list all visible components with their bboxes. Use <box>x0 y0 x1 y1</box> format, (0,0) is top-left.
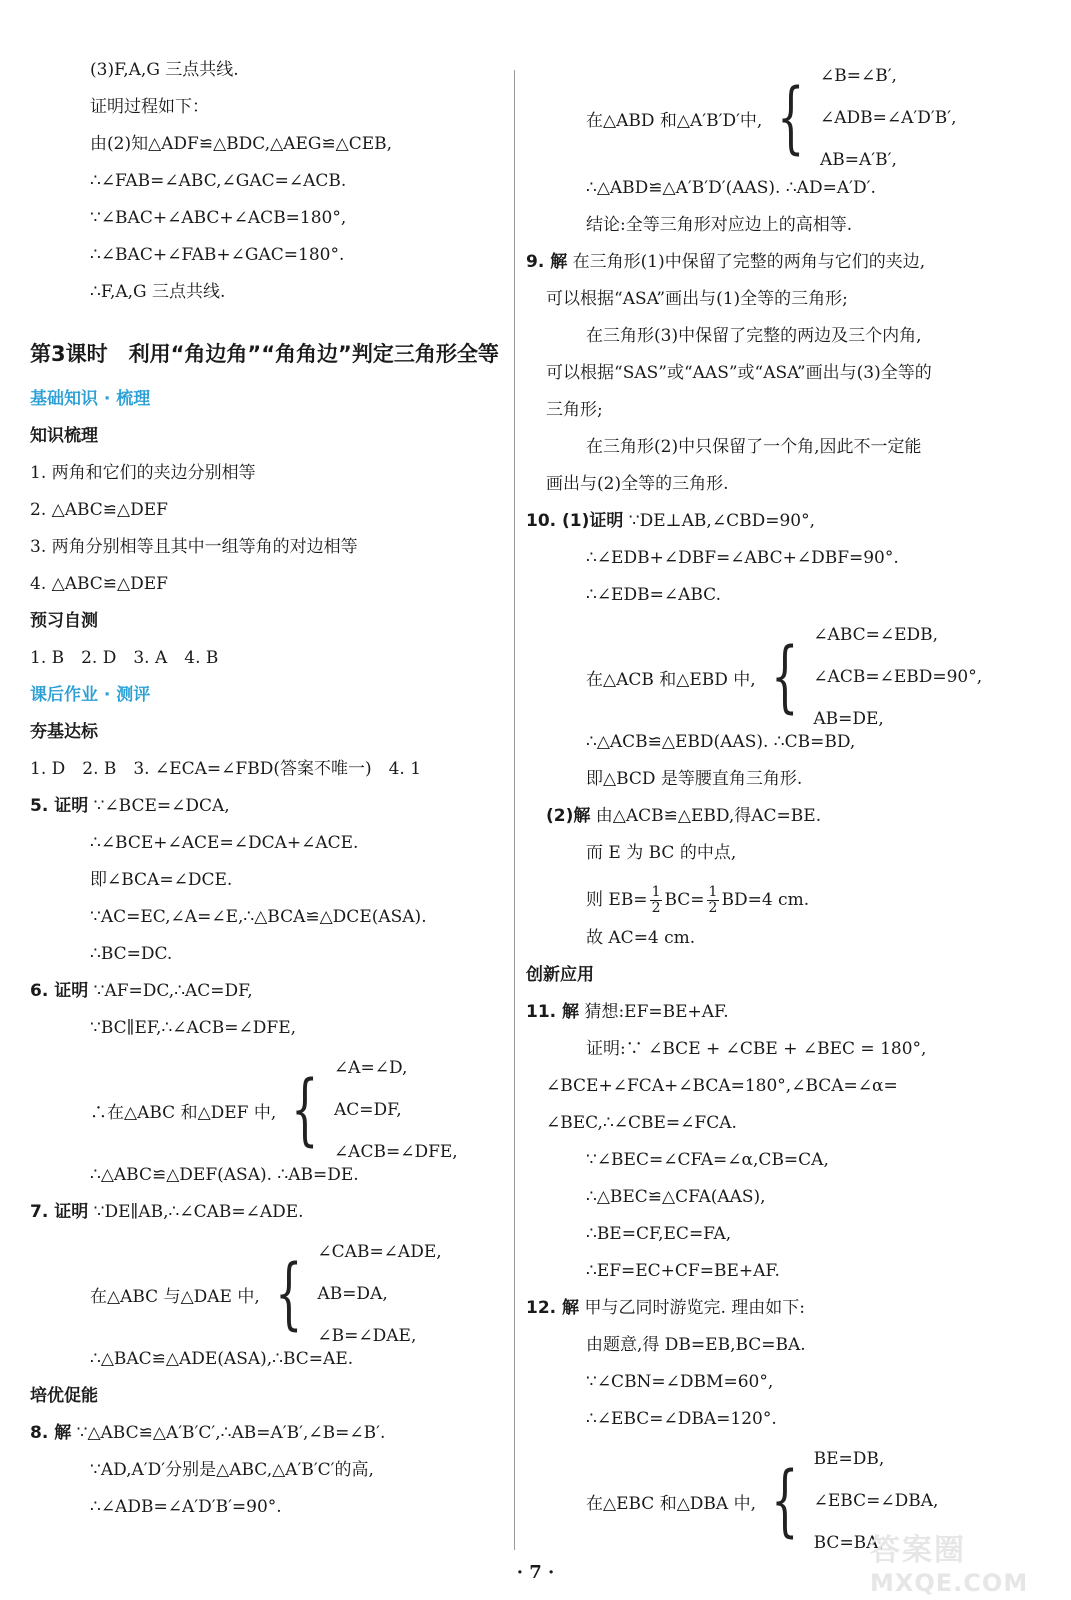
text: ∵∠BCE=∠DCA, <box>88 796 230 816</box>
text: ∵△ABC≌△A′B′C′,∴AB=A′B′,∠B=∠B′. <box>71 1423 386 1443</box>
system-item: ∠ACB=∠DFE, <box>333 1142 458 1162</box>
subsection-title: 知识梳理 <box>30 426 98 446</box>
system-item: ∠EBC=∠DBA, <box>813 1491 939 1511</box>
system-prefix: 在△ABD 和△A′B′D′中, <box>586 110 763 131</box>
question-number: 7. 证明 <box>30 1202 89 1222</box>
question-11 <box>526 1002 1046 1039</box>
text-line: 由题意,得 DB=EB,BC=BA. <box>586 1335 806 1355</box>
text-line: ∴∠FAB=∠ABC,∠GAC=∠ACB. <box>90 171 347 191</box>
text-line: ∵∠BAC+∠ABC+∠ACB=180°, <box>90 208 347 228</box>
lesson-heading: 第3课时 利用“角边角”“角角边”判定三角形全等 <box>30 342 499 366</box>
fraction-line <box>526 880 1046 928</box>
text-line: ∴∠EBC=∠DBA=120°. <box>586 1409 777 1429</box>
numerator: 1 <box>708 884 718 900</box>
question-number: 5. 证明 <box>30 796 89 816</box>
text-line: 结论:全等三角形对应边上的高相等. <box>586 215 853 235</box>
text-line: 即△BCD 是等腰直角三角形. <box>586 769 803 789</box>
text-line: ∴△ABD≌△A′B′D′(AAS). ∴AD=A′D′. <box>586 178 876 198</box>
system-item: AC=DF, <box>333 1100 402 1120</box>
text: 由△ACB≌△EBD,得AC=BE. <box>590 806 822 826</box>
system-item: BC=BA, <box>813 1533 884 1553</box>
brace-icon: { <box>291 1065 319 1155</box>
text-line: 画出与(2)全等的三角形. <box>546 474 729 494</box>
question-number: 8. 解 <box>30 1423 72 1443</box>
subsection-title: 培优促能 <box>30 1386 98 1406</box>
left-column <box>30 60 510 1534</box>
text-line: ∵BC∥EF,∴∠ACB=∠DFE, <box>90 1018 297 1038</box>
text: ∵AF=DC,∴AC=DF, <box>88 981 253 1001</box>
text: 在三角形(1)中保留了完整的两角与它们的夹边, <box>567 252 926 272</box>
watermark-url: MXQE.COM <box>870 1569 1029 1597</box>
question-8 <box>30 1423 510 1460</box>
subsection-title: 夯基达标 <box>30 722 98 742</box>
brace-icon: { <box>777 73 805 163</box>
answer-line: 2. △ABC≌△DEF <box>30 500 168 520</box>
system-prefix: 在△ABC 与△DAE 中, <box>90 1286 260 1307</box>
text-line: ∴△BAC≌△ADE(ASA),∴BC=AE. <box>90 1349 354 1369</box>
text-line: ∴△BEC≌△CFA(AAS), <box>586 1187 766 1207</box>
brace-icon: { <box>770 632 799 722</box>
watermark-logo <box>870 1525 1060 1595</box>
text-line: ∴∠BAC+∠FAB+∠GAC=180°. <box>90 245 345 265</box>
text-line: ∴∠EDB=∠ABC. <box>586 585 721 605</box>
fraction <box>650 885 663 916</box>
text: 则 EB= <box>586 890 648 910</box>
question-10-part-2 <box>526 806 1046 843</box>
text-line: ∴F,A,G 三点共线. <box>90 282 226 302</box>
page-number: · 7 · <box>516 1562 555 1583</box>
answer-line: 4. △ABC≌△DEF <box>30 574 168 594</box>
equation-system <box>30 1239 510 1349</box>
text-line: 在三角形(2)中只保留了一个角,因此不一定能 <box>586 437 922 457</box>
text: BD=4 cm. <box>721 890 810 910</box>
system-item: AB=A′B′, <box>819 150 897 170</box>
text-line: ∴BE=CF,EC=FA, <box>586 1224 732 1244</box>
section-title: 基础知识 · 梳理 <box>30 389 151 409</box>
text: 甲与乙同时游览完. 理由如下: <box>579 1298 805 1318</box>
text-line: ∴∠ADB=∠A′D′B′=90°. <box>90 1497 282 1517</box>
system-item: ∠A=∠D, <box>333 1058 408 1078</box>
text-line: ∠BEC,∴∠CBE=∠FCA. <box>546 1113 737 1133</box>
numerator: 1 <box>651 884 661 900</box>
text-line: 三角形; <box>546 400 603 420</box>
answer-line: 3. 两角分别相等且其中一组等角的对边相等 <box>30 537 358 557</box>
answer-line: 1. 两角和它们的夹边分别相等 <box>30 463 256 483</box>
answer-line: 1. D 2. B 3. ∠ECA=∠FBD(答案不唯一) 4. 1 <box>30 759 422 779</box>
text: BC= <box>664 890 705 910</box>
question-9 <box>526 252 1046 289</box>
text-line: 证明:∵ ∠BCE + ∠CBE + ∠BEC = 180°, <box>586 1039 927 1059</box>
text-line: ∴BC=DC. <box>90 944 173 964</box>
system-item: ∠B=∠B′, <box>819 66 897 86</box>
question-number: 10. (1)证明 <box>526 511 624 531</box>
equation-system <box>526 622 1046 732</box>
subsection-title: 创新应用 <box>526 965 594 985</box>
question-10 <box>526 511 1046 548</box>
question-5 <box>30 796 510 833</box>
question-number: 12. 解 <box>526 1298 580 1318</box>
system-item: AB=DA, <box>317 1284 388 1304</box>
subsection-title: 预习自测 <box>30 611 98 631</box>
text-line: 即∠BCA=∠DCE. <box>90 870 233 890</box>
text-line: 在三角形(3)中保留了完整的两边及三个内角, <box>586 326 922 346</box>
question-6 <box>30 981 510 1018</box>
text-line: ∴∠EDB+∠DBF=∠ABC+∠DBF=90°. <box>586 548 899 568</box>
system-item: ∠ADB=∠A′D′B′, <box>819 108 957 128</box>
text-line: ∵∠BEC=∠CFA=∠α,CB=CA, <box>586 1150 829 1170</box>
text-line: (3)F,A,G 三点共线. <box>90 60 239 80</box>
text-line: 证明过程如下： <box>90 97 209 117</box>
column-divider <box>514 70 515 1550</box>
system-item: ∠ABC=∠EDB, <box>813 625 939 645</box>
system-item: BE=DB, <box>813 1449 885 1469</box>
text-line: 可以根据“ASA”画出与(1)全等的三角形; <box>546 289 848 309</box>
text-line: ∴∠BCE+∠ACE=∠DCA+∠ACE. <box>90 833 359 853</box>
question-number: 9. 解 <box>526 252 568 272</box>
right-column <box>526 58 1046 1556</box>
text-line: ∴△ACB≌△EBD(AAS). ∴CB=BD, <box>586 732 856 752</box>
equation-system <box>30 1055 510 1165</box>
brace-icon: { <box>771 1456 799 1546</box>
text-line: ∴△ABC≌△DEF(ASA). ∴AB=DE. <box>90 1165 359 1185</box>
text: ∵DE∥AB,∴∠CAB=∠ADE. <box>88 1202 304 1222</box>
text-line: ∵AD,A′D′分别是△ABC,△A′B′C′的高, <box>90 1460 374 1480</box>
system-prefix: 在△ACB 和△EBD 中, <box>586 669 756 690</box>
text-line: ∵∠CBN=∠DBM=60°, <box>586 1372 774 1392</box>
answer-line: 1. B 2. D 3. A 4. B <box>30 648 219 668</box>
text-line: ∴EF=EC+CF=BE+AF. <box>586 1261 780 1281</box>
section-title: 课后作业 · 测评 <box>30 685 151 705</box>
text-line: ∠BCE+∠FCA+∠BCA=180°,∠BCA=∠α= <box>546 1076 898 1096</box>
question-12 <box>526 1298 1046 1335</box>
text: 猜想:EF=BE+AF. <box>579 1002 729 1022</box>
system-item: ∠CAB=∠ADE, <box>317 1242 442 1262</box>
system-item: ∠ACB=∠EBD=90°, <box>813 667 983 687</box>
text-line: 故 AC=4 cm. <box>586 928 696 948</box>
question-number: (2)解 <box>546 806 591 826</box>
system-prefix: 在△EBC 和△DBA 中, <box>586 1493 756 1514</box>
denominator: 2 <box>708 900 718 916</box>
question-number: 6. 证明 <box>30 981 89 1001</box>
watermark-text: 答案圈 <box>870 1533 966 1568</box>
equation-system <box>526 58 1046 178</box>
question-number: 11. 解 <box>526 1002 580 1022</box>
system-item: ∠B=∠DAE, <box>317 1326 417 1346</box>
text-line: 由(2)知△ADF≌△BDC,△AEG≌△CEB, <box>90 134 393 154</box>
fraction <box>707 885 720 916</box>
system-prefix: ∴在△ABC 和△DEF 中, <box>90 1102 277 1123</box>
question-7 <box>30 1202 510 1239</box>
text-line: 可以根据“SAS”或“AAS”或“ASA”画出与(3)全等的 <box>546 363 932 383</box>
denominator: 2 <box>651 900 661 916</box>
text-line: ∵AC=EC,∠A=∠E,∴△BCA≌△DCE(ASA). <box>90 907 427 927</box>
system-item: AB=DE, <box>813 709 884 729</box>
text-line: 而 E 为 BC 的中点, <box>586 843 737 863</box>
brace-icon: { <box>274 1249 303 1339</box>
text: ∵DE⊥AB,∠CBD=90°, <box>623 511 815 531</box>
